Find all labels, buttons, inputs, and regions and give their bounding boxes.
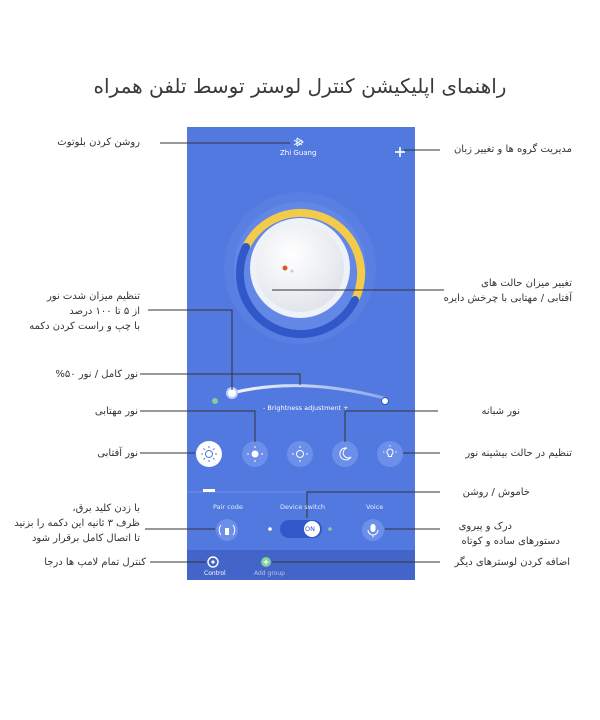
switch-off-dot [268, 527, 272, 531]
device-name: Zhi Guang [280, 149, 317, 157]
label-add-more: اضافه کردن لوسترهای دیگر [454, 557, 570, 568]
dial-indicator [283, 266, 288, 271]
label-sun-light: نور آفتابی [97, 448, 138, 459]
brightness-slider[interactable] [227, 386, 384, 398]
device-switch-toggle[interactable] [280, 520, 322, 538]
label-onoff: خاموش / روشن [462, 487, 530, 498]
switch-state-label: ON [305, 525, 315, 533]
pair-code-button[interactable] [216, 519, 238, 541]
control-tab-label[interactable]: Control [204, 570, 226, 577]
label-moon-light: نور مهتابی [94, 406, 138, 417]
label-intensity-3: با چپ و راست کردن دکمه [29, 321, 140, 332]
dial-dot [291, 270, 294, 273]
label-mode-2: آفتابی / مهتابی با چرخش دایره [443, 293, 572, 304]
pair-code-label: Pair code [213, 503, 243, 511]
device-switch-label: Device switch [280, 503, 326, 511]
label-night-light: نور شبانه [481, 406, 520, 417]
label-pair-3: تا اتصال کامل برقرار شود [31, 533, 140, 544]
add-group-tab-label[interactable]: Add group [254, 570, 285, 577]
sun-light-button[interactable] [196, 441, 222, 467]
label-pair-1: با زدن کلید برق، [72, 503, 140, 514]
label-full-light: نور کامل / نور ۵۰% [55, 369, 138, 380]
label-group-manage: مدیریت گروه ها و تغییر زبان [453, 144, 572, 155]
label-voice-2: دستورهای ساده و کوتاه [461, 536, 560, 547]
label-mode-1: تغییر میزان حالت های [481, 278, 572, 289]
label-intensity-1: تنظیم میزان شدت نور [46, 291, 140, 302]
brightness-label: - Brightness adjustment + [263, 404, 349, 412]
full-light-button[interactable] [287, 441, 313, 467]
brightness-min-icon [212, 398, 218, 404]
control-tab-icon[interactable] [208, 557, 218, 567]
voice-label: Voice [366, 503, 384, 511]
label-max-light: تنظیم در حالت بیشینه نور [465, 448, 572, 459]
page-indicator [203, 489, 215, 492]
add-group-tab-icon[interactable] [261, 557, 271, 567]
label-voice-1: درک و پیروی [458, 521, 512, 532]
label-control-all: کنترل تمام لامپ ها درجا [44, 557, 146, 568]
voice-button[interactable] [362, 519, 384, 541]
switch-on-dot [328, 527, 332, 531]
page-title: راهنمای اپلیکیشن کنترل لوستر توسط تلفن همراه [93, 74, 507, 98]
brightness-max-icon [382, 398, 389, 405]
label-bluetooth: روشن کردن بلوتوث [57, 137, 140, 148]
label-pair-2: ظرف ۳ ثانیه این دکمه را بزنید [14, 518, 140, 529]
night-light-button[interactable] [332, 441, 358, 467]
bluetooth-icon[interactable] [294, 138, 303, 146]
dial-knob[interactable] [256, 224, 344, 312]
add-icon[interactable] [395, 147, 405, 157]
max-light-button[interactable] [377, 441, 403, 467]
label-intensity-2: از ۵ تا ۱۰۰ درصد [69, 306, 140, 317]
moon-light-button[interactable] [242, 441, 268, 467]
